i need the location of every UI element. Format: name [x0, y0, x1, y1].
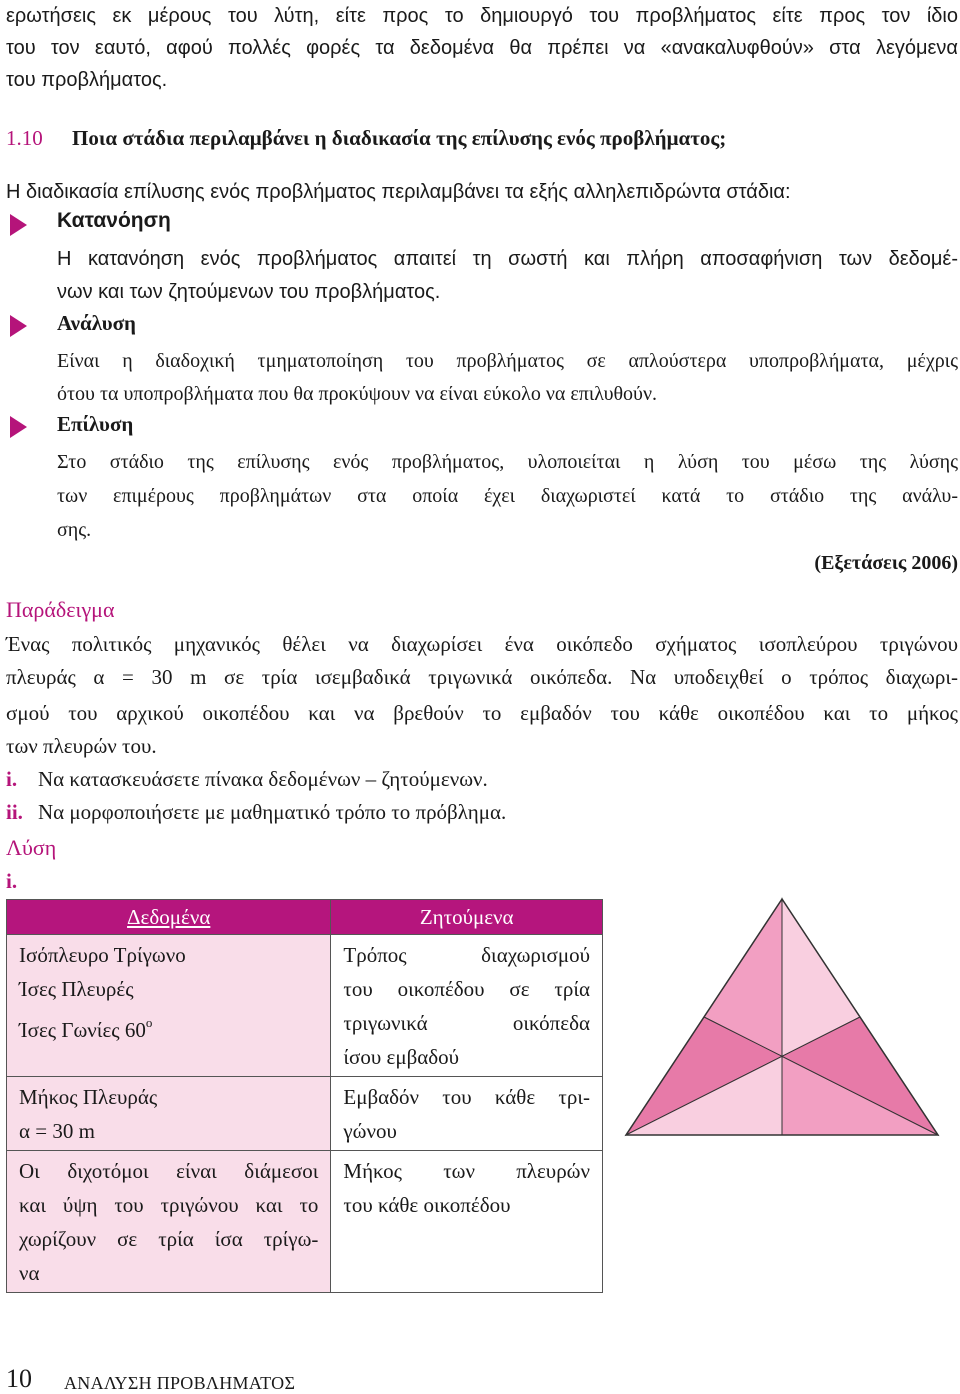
- table-cell-given: [7, 1151, 331, 1293]
- table-header-asked-label: Ζητούμενα: [419, 905, 514, 929]
- cell-line: χωρίζουν σε τρία ίσα τρίγω-: [19, 1227, 319, 1251]
- table-cell-asked: [331, 1077, 603, 1151]
- exams-note: (Εξετάσεις 2006): [814, 552, 958, 574]
- table-cell-given: [7, 935, 331, 1077]
- cell-line: Μήκος των πλευρών: [343, 1159, 590, 1183]
- stage-text-line: νων και των ζητούμενων του προβλήματος.: [57, 281, 441, 303]
- solution-part-label: i.: [6, 869, 18, 893]
- task-text: Να κατασκευάσετε πίνακα δεδομένων – ζητούμενων.: [38, 767, 488, 791]
- intro-line-3: του προβλήματος.: [6, 69, 168, 91]
- task-label: i.: [6, 767, 18, 791]
- triangle-partition-group: [626, 899, 938, 1135]
- cell-line-text: Ίσες Γωνίες 60: [19, 1018, 146, 1042]
- lead-text: Η διαδικασία επίλυσης ενός προβλήματος περιλαμβάνει τα εξής αλληλεπιδρώντα στάδια:: [6, 181, 791, 203]
- table-header-asked: [331, 900, 603, 935]
- task-text: Να μορφοποιήσετε με μαθηματικό τρόπο το πρόβλημα.: [38, 800, 507, 824]
- chapter-name: ΑΝΑΛΥΣΗ ΠΡΟΒΛΗΜΑΤΟΣ: [64, 1373, 296, 1393]
- table-row: [7, 1151, 603, 1293]
- example-line: πλευράς α = 30 m σε τρία ισεμβαδικά τριγωνικά οικόπεδα. Να υποδειχθεί ο τρόπος διαχωρι-: [6, 665, 958, 689]
- section-number: 1.10: [6, 126, 43, 150]
- cell-line: του οικοπέδου σε τρία: [343, 977, 590, 1001]
- stage-text-line: σης.: [57, 519, 92, 541]
- stage-text-line: Είναι η διαδοχική τμηματοποίηση του προβλήματος σε απλούστερα υποπροβλήματα, μέχρις: [57, 350, 958, 372]
- table-row: [7, 1077, 603, 1151]
- example-heading: Παράδειγμα: [6, 597, 115, 622]
- solution-heading: Λύση: [6, 835, 57, 860]
- bullet-arrow-icon: [10, 214, 27, 236]
- task-label: ii.: [6, 800, 23, 824]
- section-title: Ποια στάδια περιλαμβάνει η διαδικασία της επίλυσης ενός προβλήματος;: [72, 126, 727, 150]
- stage-title-solving: Επίλυση: [57, 412, 134, 436]
- stage-text-line: ότου τα υποπροβλήματα που θα προκύψουν να είναι εύκολο να επιλυθούν.: [57, 383, 657, 405]
- table-row: [7, 935, 603, 1077]
- cell-line: Ίσες Πλευρές: [19, 977, 134, 1001]
- triangle-figure: [620, 895, 950, 1145]
- table-header-given-label: Δεδομένα: [127, 905, 211, 929]
- cell-line: γώνου: [343, 1119, 397, 1143]
- page-number: 10: [6, 1364, 32, 1393]
- cell-line: τριγωνικά οικόπεδα: [343, 1011, 590, 1035]
- intro-line-1: ερωτήσεις εκ μέρους του λύτη, είτε προς το δημιουργό του προβλήματος είτε προς τον ίδιο: [6, 5, 958, 27]
- stage-text-line: Στο στάδιο της επίλυσης ενός προβλήματος, υλοποιείται η λύση του μέσω της λύσης: [57, 451, 958, 473]
- given-requested-table: [6, 899, 603, 1293]
- degree-superscript: ο: [145, 1015, 153, 1030]
- table-cell-given: [7, 1077, 331, 1151]
- stage-text-line: των επιμέρους προβλημάτων στα οποία έχει διαχωριστεί κατά το στάδιο της ανάλυ-: [57, 485, 958, 507]
- intro-line-2: του τον εαυτό, αφού πολλές φορές τα δεδομένα θα πρέπει να «ανακαλυφθούν» στα λεγόμενα: [6, 37, 958, 59]
- cell-line: [19, 1006, 318, 1047]
- cell-line: Μήκος Πλευράς: [19, 1085, 158, 1109]
- cell-line: και ύψη του τριγώνου και το: [19, 1193, 319, 1217]
- bullet-arrow-icon: [10, 416, 27, 438]
- cell-line: ίσου εμβαδού: [343, 1045, 460, 1069]
- example-line: Ένας πολιτικός μηχανικός θέλει να διαχωρίσει ένα οικόπεδο σχήματος ισοπλεύρου τριγώνου: [6, 632, 958, 656]
- example-line: των πλευρών του.: [6, 734, 157, 758]
- cell-line: να: [19, 1261, 40, 1285]
- stage-title-comprehension: Κατανόηση: [57, 209, 171, 232]
- bullet-arrow-icon: [10, 315, 27, 337]
- cell-line: Εμβαδόν του κάθε τρι-: [343, 1085, 590, 1109]
- example-line: σμού του αρχικού οικοπέδου και να βρεθούν το εμβαδόν του κάθε οικοπέδου και το μήκος: [6, 701, 958, 725]
- table-cell-asked: [331, 1151, 603, 1293]
- cell-line: Οι διχοτόμοι είναι διάμεσοι: [19, 1159, 319, 1183]
- stage-text-line: Η κατανόηση ενός προβλήματος απαιτεί τη σωστή και πλήρη αποσαφήνιση των δεδομέ-: [57, 248, 958, 270]
- cell-line: του κάθε οικοπέδου: [343, 1193, 511, 1217]
- stage-title-analysis: Ανάλυση: [57, 311, 136, 335]
- table-header-given: [7, 900, 331, 935]
- cell-line: α = 30 m: [19, 1119, 95, 1143]
- table-cell-asked: [331, 935, 603, 1077]
- cell-line: Ισόπλευρο Τρίγωνο: [19, 943, 186, 967]
- cell-line: Τρόπος διαχωρισμού: [343, 943, 590, 967]
